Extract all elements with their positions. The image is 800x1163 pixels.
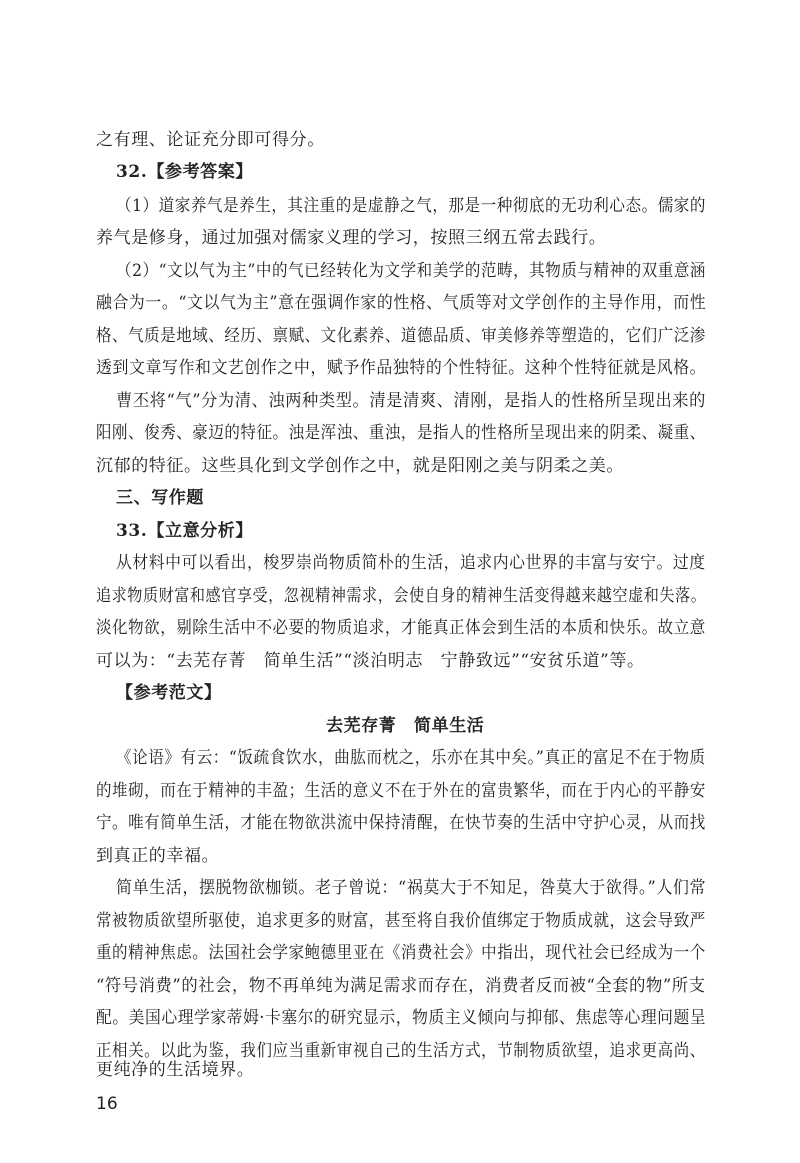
analysis-heading-33: 33.【立意分析】 xyxy=(116,521,253,541)
page-number: 16 xyxy=(96,1094,118,1114)
text-line: 养气是修身，通过加强对儒家义理的学习，按照三纲五常去践行。 xyxy=(96,228,607,248)
sample-essay-heading: 【参考范文】 xyxy=(116,683,222,703)
text-line: 正相关。以此为鉴，我们应当重新审视自己的生活方式，节制物质欲望，追求更高尚、 xyxy=(96,1041,706,1061)
text-line: 淡化物欲，剔除生活中不必要的物质追求，才能真正体会到生活的本质和快乐。故立意 xyxy=(96,618,706,638)
text-line: （2）“文以气为主”中的气已经转化为文学和美学的范畴，其物质与精神的双重意涵 xyxy=(116,261,706,281)
essay-title: 去芜存菁 简单生活 xyxy=(326,716,485,736)
text-line: 追求物质财富和感官享受，忽视精神需求，会使自身的精神生活变得越来越空虚和失落。 xyxy=(96,586,707,606)
text-line: 《论语》有云：“饭疏食饮水，曲肱而枕之，乐亦在其中矣。”真正的富足不在于物质 xyxy=(116,748,706,768)
text-line: 常被物质欲望所驱使，追求更多的财富，甚至将自我价值绑定于物质成就，这会导致严 xyxy=(96,911,706,931)
answer-heading-32: 32.【参考答案】 xyxy=(116,162,253,182)
text-line: 可以为：“去芜存菁 简单生活”“淡泊明志 宁静致远”“安贫乐道”等。 xyxy=(96,651,645,671)
text-line: 配。美国心理学家蒂姆·卡塞尔的研究显示，物质主义倾向与抑郁、焦虑等心理问题呈 xyxy=(96,1008,707,1028)
text-line: 曹丕将“气”分为清、浊两种类型。清是清爽、清刚，是指人的性格所呈现出来的 xyxy=(116,391,706,411)
text-line: 之有理、论证充分即可得分。 xyxy=(96,130,325,150)
text-line: “符号消费”的社会，物不再单纯为满足需求而存在，消费者反而被“全套的物”所支 xyxy=(96,976,706,996)
text-line: 简单生活，摆脱物欲枷锁。老子曾说：“祸莫大于不知足，咎莫大于欲得。”人们常 xyxy=(116,878,707,898)
text-line: 的堆砌，而在于精神的丰盈；生活的意义不在于外在的富贵繁华，而在于内心的平静安 xyxy=(96,781,706,801)
text-line: 宁。唯有简单生活，才能在物欲洪流中保持清醒，在快节奏的生活中守护心灵，从而找 xyxy=(96,813,706,833)
text-line: 格、气质是地域、经历、禀赋、文化素养、道德品质、审美修养等塑造的，它们广泛渗 xyxy=(96,326,706,346)
text-line: （1）道家养气是养生，其注重的是虚静之气，那是一种彻底的无功利心态。儒家的 xyxy=(116,196,706,216)
text-line: 重的精神焦虑。法国社会学家鲍德里亚在《消费社会》中指出，现代社会已经成为一个 xyxy=(96,943,706,963)
text-line: 到真正的幸福。 xyxy=(96,846,220,866)
text-line: 沉郁的特征。这些具化到文学创作之中，就是阳刚之美与阴柔之美。 xyxy=(96,456,624,476)
text-line: 阳刚、俊秀、豪迈的特征。浊是浑浊、重浊，是指人的性格所呈现出来的阴柔、凝重、 xyxy=(96,423,706,443)
section-heading: 三、写作题 xyxy=(116,488,204,508)
text-line: 更纯净的生活境界。 xyxy=(96,1060,255,1080)
text-line: 从材料中可以看出，梭罗崇尚物质简朴的生活，追求内心世界的丰富与安宁。过度 xyxy=(116,553,706,573)
text-line: 融合为一。“文以气为主”意在强调作家的性格、气质等对文学创作的主导作用，而性 xyxy=(96,293,707,313)
text-line: 透到文章写作和文艺创作之中，赋予作品独特的个性特征。这种个性特征就是风格。 xyxy=(96,358,707,378)
